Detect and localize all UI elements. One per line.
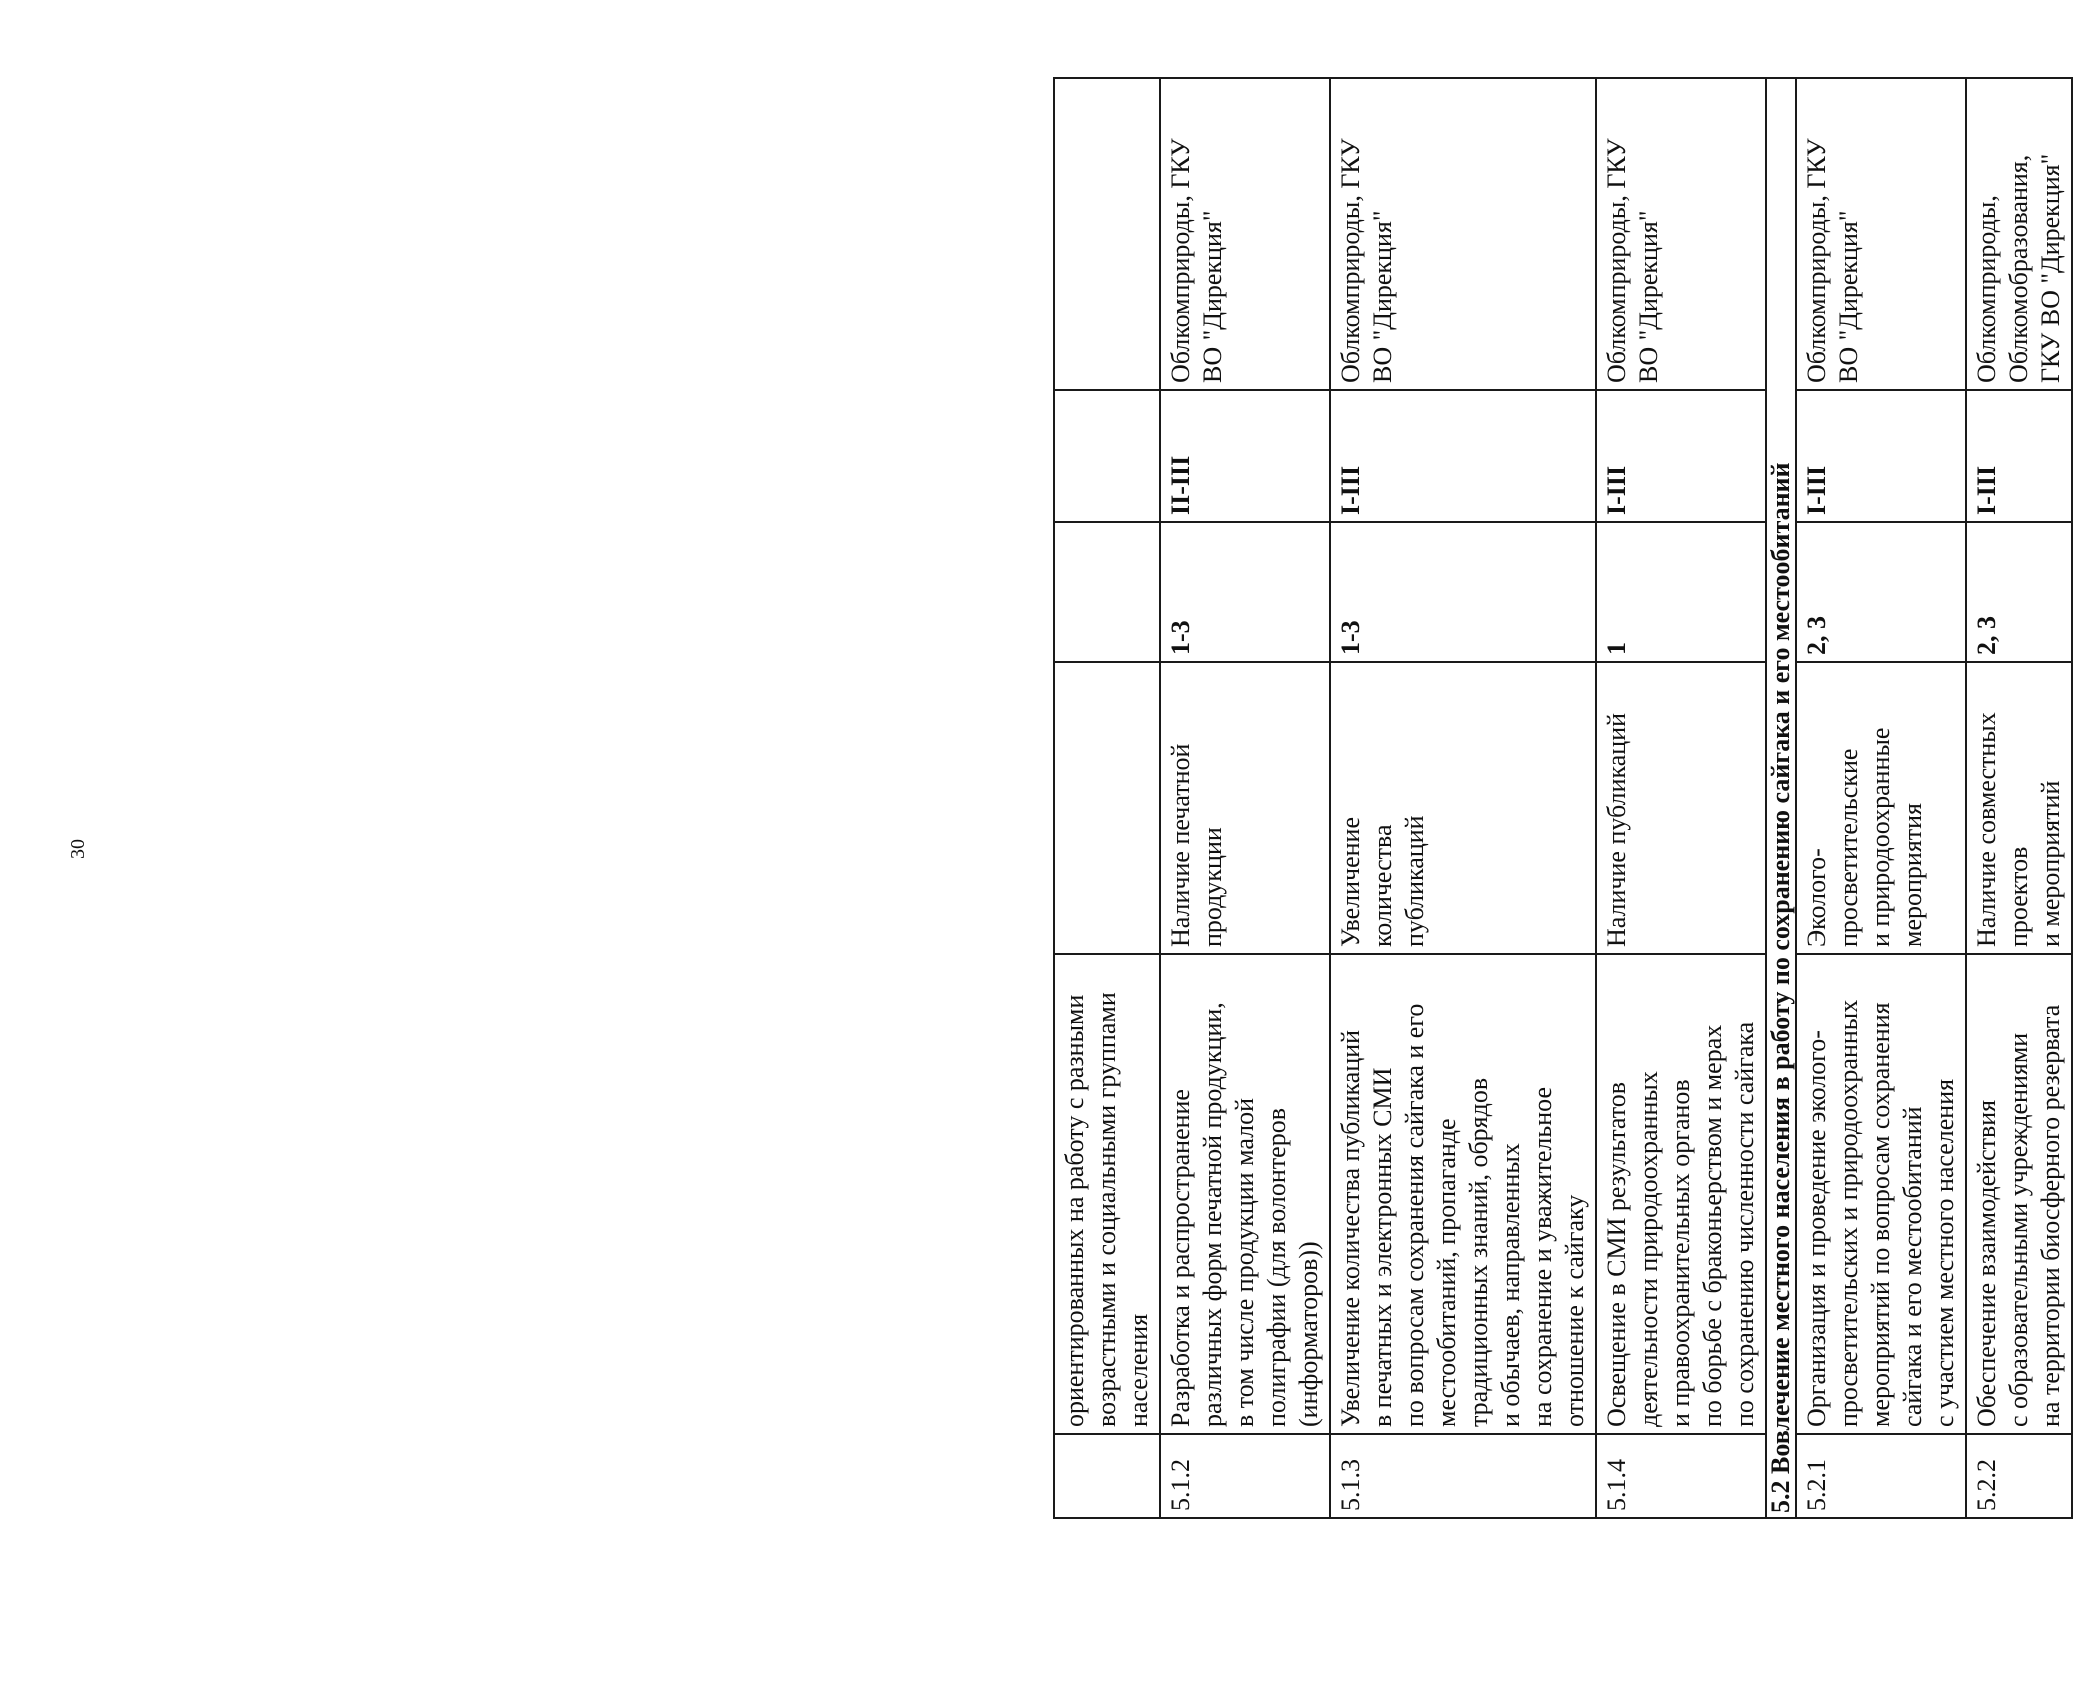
task-cell bbox=[1054, 522, 1160, 662]
action-cell: Обеспечение взаимодействия с образовательными учреждениями на территории биосферного резервата bbox=[1966, 954, 2072, 1434]
executor-cell: Облкомприроды, ГКУ ВО "Дирекция" bbox=[1796, 78, 1966, 390]
section-heading: 5.2 Вовлечение местного населения в работу по сохранению сайгака и его местообитаний bbox=[1766, 78, 1796, 1518]
executor-cell bbox=[1054, 78, 1160, 390]
task-cell: 2, 3 bbox=[1796, 522, 1966, 662]
executor-cell: Облкомприроды, Облкомобразования, ГКУ ВО "Дирекция" bbox=[1966, 78, 2072, 390]
table-row bbox=[1160, 78, 1330, 1518]
indicator-cell: Наличие совместных проектов и мероприятий bbox=[1966, 662, 2072, 954]
item-number-cell: 5.2.1 bbox=[1796, 1434, 1966, 1518]
stage-cell: I-III bbox=[1796, 390, 1966, 522]
item-number-cell: 5.1.2 bbox=[1160, 1434, 1330, 1518]
indicator-cell: Эколого- просветительские и природоохранные мероприятия bbox=[1796, 662, 1966, 954]
task-cell: 1 bbox=[1596, 522, 1766, 662]
task-cell: 2, 3 bbox=[1966, 522, 2072, 662]
item-number-cell: 5.2.2 bbox=[1966, 1434, 2072, 1518]
page-number: 30 bbox=[67, 839, 89, 859]
section-heading-row bbox=[1766, 78, 1796, 1518]
action-plan-table bbox=[1053, 77, 2073, 1519]
stage-cell: I-III bbox=[1596, 390, 1766, 522]
indicator-cell: Наличие публикаций bbox=[1596, 662, 1766, 954]
executor-cell: Облкомприроды, ГКУ ВО "Дирекция" bbox=[1330, 78, 1596, 390]
action-cell: Увеличение количества публикаций в печатных и электронных СМИ по вопросам сохранения сайгака и его местообитаний, пропаганде традиционных знаний, обрядов и обычаев, направленных на сохранение и уважительное отношение к сайгаку bbox=[1330, 954, 1596, 1434]
table-row bbox=[1796, 78, 1966, 1518]
action-cell: Освещение в СМИ результатов деятельности природоохранных и правоохранительных органов по борьбе с браконьерством и мерах по сохранению численности сайгака bbox=[1596, 954, 1766, 1434]
table-row bbox=[1966, 78, 2072, 1518]
item-number-cell: 5.1.3 bbox=[1330, 1434, 1596, 1518]
action-cell: ориентированных на работу с разными возрастными и социальными группами населения bbox=[1054, 954, 1160, 1434]
indicator-cell: Наличие печатной продукции bbox=[1160, 662, 1330, 954]
indicator-cell: Увеличение количества публикаций bbox=[1330, 662, 1596, 954]
item-number-cell: 5.1.4 bbox=[1596, 1434, 1766, 1518]
stage-cell: I-III bbox=[1966, 390, 2072, 522]
action-cell: Организация и проведение эколого- просветительских и природоохранных мероприятий по вопросам сохранения сайгака и его местообитаний с участием местного населения bbox=[1796, 954, 1966, 1434]
executor-cell: Облкомприроды, ГКУ ВО "Дирекция" bbox=[1160, 78, 1330, 390]
indicator-cell bbox=[1054, 662, 1160, 954]
task-cell: 1-3 bbox=[1160, 522, 1330, 662]
stage-cell bbox=[1054, 390, 1160, 522]
stage-cell: I-III bbox=[1330, 390, 1596, 522]
item-number-cell bbox=[1054, 1434, 1160, 1518]
action-cell: Разработка и распространение различных форм печатной продукции, в том числе продукции малой полиграфии (для волонтеров (информаторов)) bbox=[1160, 954, 1330, 1434]
task-cell: 1-3 bbox=[1330, 522, 1596, 662]
executor-cell: Облкомприроды, ГКУ ВО "Дирекция" bbox=[1596, 78, 1766, 390]
stage-cell: II-III bbox=[1160, 390, 1330, 522]
table-row bbox=[1596, 78, 1766, 1518]
rotated-table-frame bbox=[1053, 79, 2065, 1519]
table-row bbox=[1330, 78, 1596, 1518]
table-row bbox=[1054, 78, 1160, 1518]
